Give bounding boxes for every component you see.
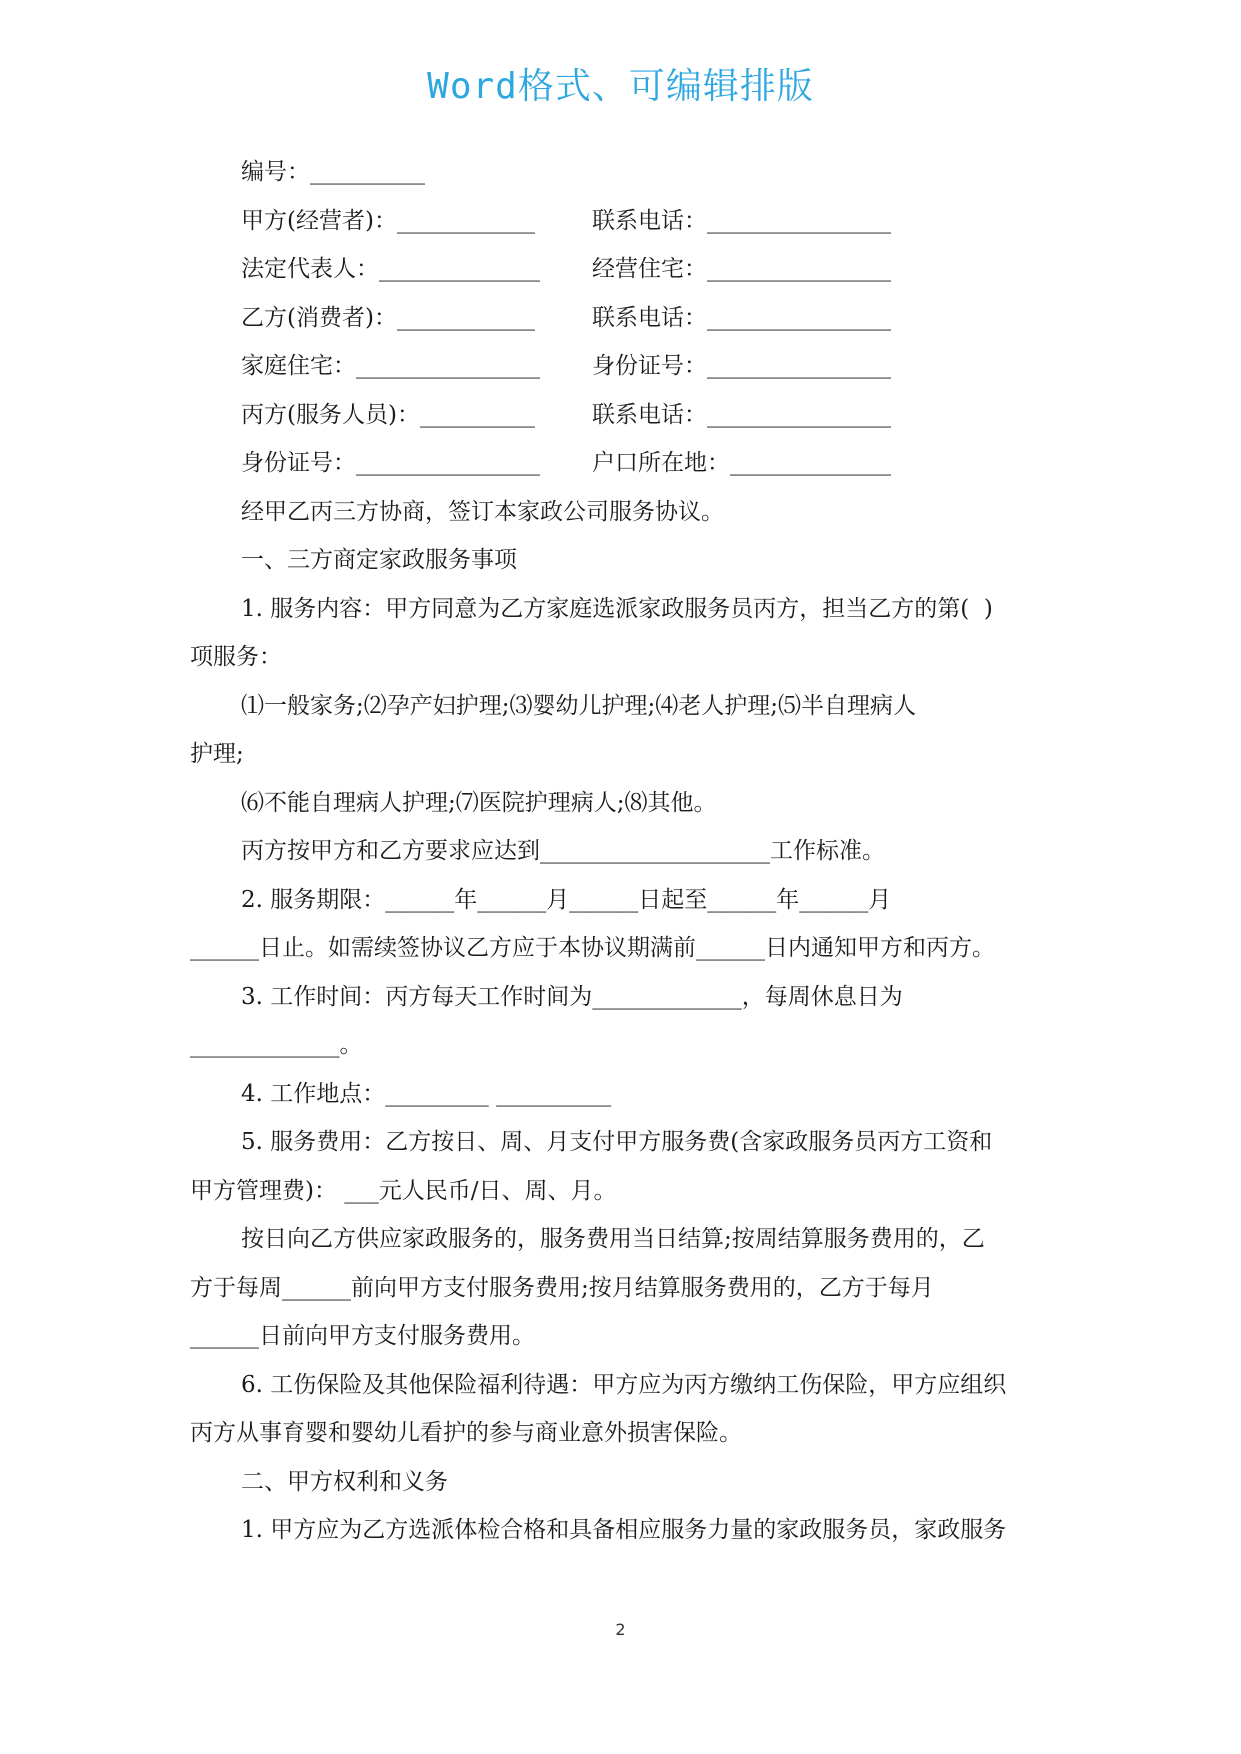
item-2-line-2: ______日止。如需续签协议乙方应于本协议期满前______日内通知甲方和丙方。 [190, 935, 995, 961]
legal-rep-field: 法定代表人：______________ [241, 256, 540, 282]
legal-rep-row [190, 245, 1052, 294]
party-c-field: 丙方(服务人员)：__________ [241, 401, 535, 428]
party-a-phone-field: 联系电话：________________ [592, 207, 891, 234]
item-5-line-5: ______日前向甲方支付服务费用。 [190, 1323, 535, 1349]
home-address-row [190, 342, 1052, 391]
item-4: 4. 工作地点：_________ __________ [241, 1080, 612, 1107]
party-a-field: 甲方(经营者)：____________ [241, 207, 535, 234]
business-address-field: 经营住宅：________________ [592, 256, 891, 282]
item-1-line-3: ⑴一般家务;⑵孕产妇护理;⑶婴幼儿护理;⑷老人护理;⑸半自理病人 [241, 692, 916, 719]
item-5-line-2: 甲方管理费)： ___元人民币/日、周、月。 [190, 1177, 617, 1204]
item-6-line-2: 丙方从事育婴和婴幼儿看护的参与商业意外损害保险。 [190, 1420, 742, 1446]
item-3-line-2: _____________。 [190, 1032, 363, 1058]
item-1-line-4: 护理; [190, 741, 244, 767]
item-3-line-1: 3. 工作时间：丙方每天工作时间为_____________，每周休息日为 [241, 983, 903, 1010]
item-1-line-1: 1. 服务内容：甲方同意为乙方家庭选派家政服务员丙方，担当乙方的第( ) [241, 595, 993, 622]
party-b-row [190, 294, 1052, 343]
party-c-row [190, 391, 1052, 440]
section-2-item-1-line-1: 1. 甲方应为乙方选派体检合格和具备相应服务力量的家政服务员，家政服务 [241, 1517, 1007, 1543]
contract-number-field: 编号：__________ [241, 159, 425, 185]
party-c-id-row [190, 439, 1052, 488]
home-address-field: 家庭住宅：________________ [241, 353, 540, 379]
item-1-line-5: ⑹不能自理病人护理;⑺医院护理病人;⑻其他。 [241, 789, 717, 816]
item-1-line-2: 项服务： [190, 644, 282, 670]
page-number: 2 [615, 1620, 626, 1639]
item-5-line-3: 按日向乙方供应家政服务的，服务费用当日结算;按周结算服务费用的，乙 [241, 1226, 985, 1252]
section-1-title: 一、三方商定家政服务事项 [241, 547, 517, 573]
party-c-phone-field: 联系电话：________________ [592, 401, 891, 428]
party-b-field: 乙方(消费者)：____________ [241, 304, 535, 331]
intro-paragraph: 经甲乙丙三方协商，签订本家政公司服务协议。 [241, 498, 724, 525]
party-a-row [190, 197, 1052, 246]
header-title: Word格式、可编辑排版 [427, 66, 814, 107]
household-registration-field: 户口所在地：______________ [592, 450, 891, 476]
item-6-line-1: 6. 工伤保险及其他保险福利待遇：甲方应为丙方缴纳工伤保险，甲方应组织 [241, 1371, 1007, 1398]
party-b-phone-field: 联系电话：________________ [592, 304, 891, 331]
party-c-id-field: 身份证号：________________ [241, 450, 540, 476]
item-2-line-1: 2. 服务期限：______年______月______日起至______年______月 [241, 886, 892, 913]
item-1-line-6: 丙方按甲方和乙方要求应达到____________________工作标准。 [241, 838, 885, 864]
section-2-title: 二、甲方权利和义务 [241, 1468, 448, 1495]
item-5-line-1: 5. 服务费用：乙方按日、周、月支付甲方服务费(含家政服务员丙方工资和 [241, 1129, 993, 1155]
document-body [190, 148, 1052, 1555]
id-number-field: 身份证号：________________ [592, 353, 891, 379]
item-5-line-4: 方于每周______前向甲方支付服务费用;按月结算服务费用的，乙方于每月 [190, 1274, 934, 1301]
